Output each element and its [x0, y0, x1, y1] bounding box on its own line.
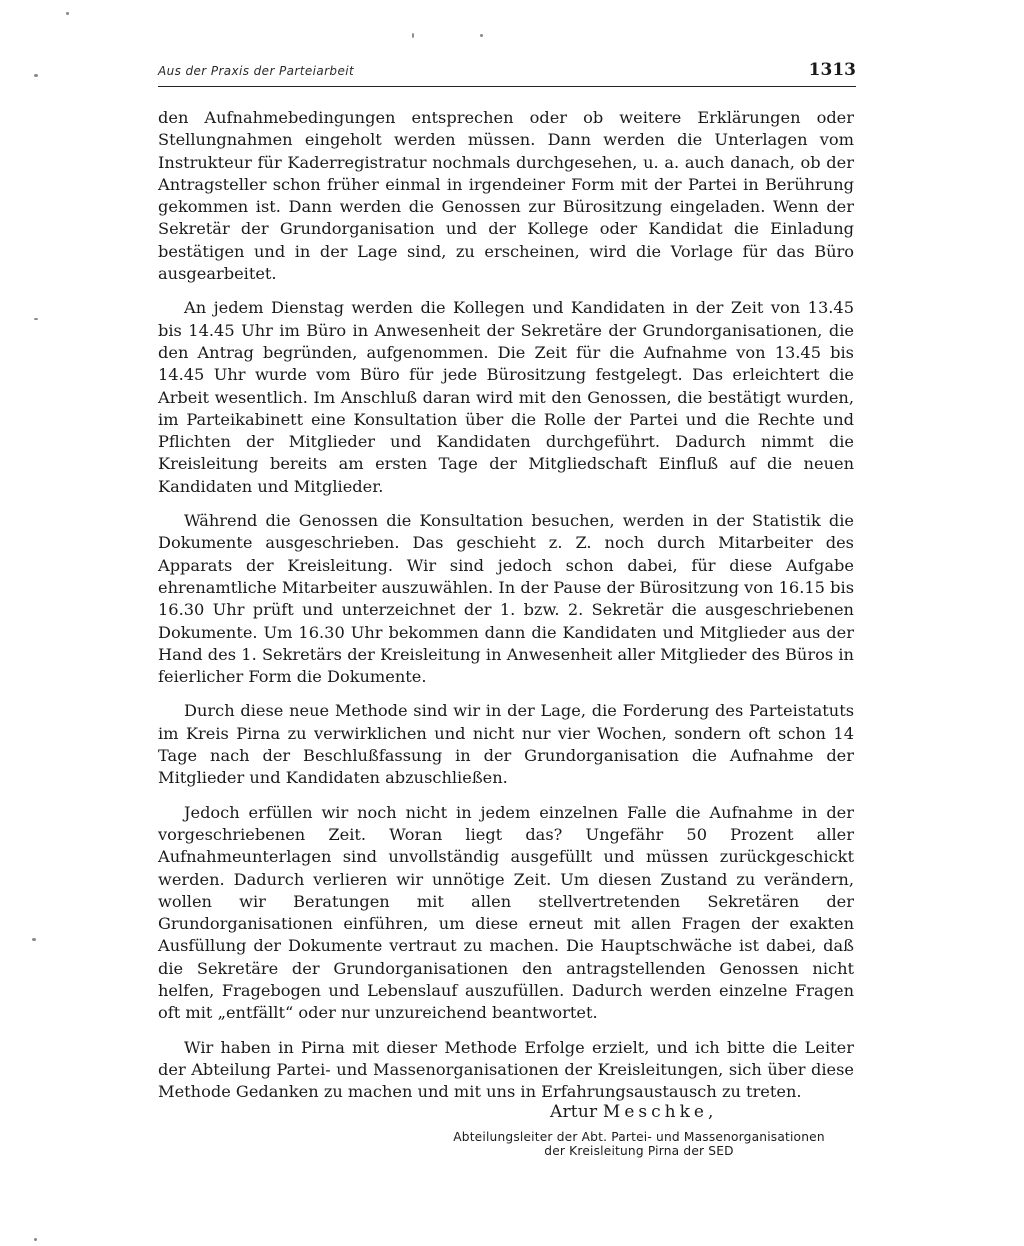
article-body — [158, 107, 854, 1115]
paragraph: Wir haben in Pirna mit dieser Methode Erfolge erzielt, und ich bitte die Leiter der Abteilung Partei- und Massenorganisationen der Kreisleitungen, sich über diese Methode Gedanken zu machen und mit uns in Erfahrungsaustausch zu treten. — [158, 1037, 854, 1102]
scan-speck — [412, 33, 414, 38]
page-number: 1313 — [808, 60, 856, 80]
header-rule — [158, 86, 856, 87]
scan-speck — [66, 12, 69, 15]
scan-speck — [34, 318, 38, 320]
paragraph: Während die Genossen die Konsultation besuchen, werden in der Statistik die Dokumente ausgeschrieben. Das geschieht z. Z. noch durch Mitarbeiter des Apparats der Kreisleitung. Wir sind jedoch schon dabei, für diese Aufgabe ehrenamtliche Mitarbeiter auszuwählen. In der Pause der Bürositzung von 16.15 bis 16.30 Uhr prüft und unterzeichnet der 1. bzw. 2. Sekretär die ausgeschriebenen Dokumente. Um 16.30 Uhr bekommen dann die Kandidaten und Mitglieder aus der Hand des 1. Sekretärs der Kreisleitung in Anwesenheit aller Mitglieder des Büros in feierlicher Form die Dokumente. — [158, 511, 854, 687]
author-role-line: der Kreisleitung Pirna der SED — [544, 1144, 734, 1158]
author-name — [550, 1102, 717, 1122]
scan-speck — [480, 34, 483, 37]
author-role-line: Abteilungsleiter der Abt. Partei- und Massenorganisationen — [453, 1130, 825, 1144]
paragraph: Jedoch erfüllen wir noch nicht in jedem einzelnen Falle die Aufnahme in der vorgeschriebenen Zeit. Woran liegt das? Ungefähr 50 Prozent aller Aufnahmeunterlagen sind unvollständig ausgefüllt und müssen zurückgeschickt werden. Dadurch verlieren wir unnötige Zeit. Um diesen Zustand zu verändern, wollen wir Beratungen mit allen stellvertretenden Sekretären der Grundorganisationen einführen, um diese erneut mit allen Fragen der exakten Ausfüllung der Dokumente vertraut zu machen. Die Hauptschwäche ist dabei, daß die Sekretäre der Grundorganisationen den antragstellenden Genossen nicht helfen, Fragebogen und Lebenslauf auszufüllen. Dadurch werden einzelne Fragen oft mit „entfällt“ oder nur unzureichend beantwortet. — [158, 802, 854, 1023]
scan-speck — [32, 938, 36, 941]
author-first-name: Artur — [550, 1102, 598, 1122]
author-last-name: Meschke, — [602, 1102, 718, 1122]
paragraph: den Aufnahmebedingungen entsprechen oder ob weitere Erklärungen oder Stellungnahmen eingeholt werden müssen. Dann werden die Unterlagen vom Instrukteur für Kaderregistratur nochmals durchgesehen, u. a. auch danach, ob der Antragsteller schon früher einmal in irgendeiner Form mit der Partei in Berührung gekommen ist. Dann werden die Genossen zur Bürositzung eingeladen. Wenn der Sekretär der Grundorganisation und der Kollege oder Kandidat die Einladung bestätigen und in der Lage sind, zu erscheinen, wird die Vorlage für das Büro ausgearbeitet. — [158, 108, 854, 284]
author-role — [424, 1130, 854, 1158]
scan-speck — [34, 74, 38, 77]
paragraph: Durch diese neue Methode sind wir in der Lage, die Forderung des Parteistatuts im Kreis Pirna zu verwirklichen und nicht nur vier Wochen, sondern oft schon 14 Tage nach der Beschlußfassung in der Grundorganisation die Aufnahme der Mitglieder und Kandidaten abzuschließen. — [158, 701, 854, 788]
running-header — [158, 60, 856, 84]
paragraph: An jedem Dienstag werden die Kollegen und Kandidaten in der Zeit von 13.45 bis 14.45 Uhr im Büro in Anwesenheit der Sekretäre der Grundorganisationen, die den Antrag begründen, aufgenommen. Die Zeit für die Aufnahme von 13.45 bis 14.45 Uhr wurde vom Büro für jede Bürositzung festgelegt. Das erleichtert die Arbeit wesentlich. Im Anschluß daran wird mit den Genossen, die bestätigt wurden, im Parteikabinett eine Konsultation über die Rolle der Partei und die Rechte und Pflichten der Mitglieder und Kandidaten durchgeführt. Dadurch nimmt die Kreisleitung bereits am ersten Tage der Mitgliedschaft Einfluß auf die neuen Kandidaten und Mitglieder. — [158, 298, 854, 496]
scan-speck — [34, 1238, 37, 1241]
running-title: Aus der Praxis der Parteiarbeit — [158, 64, 355, 78]
